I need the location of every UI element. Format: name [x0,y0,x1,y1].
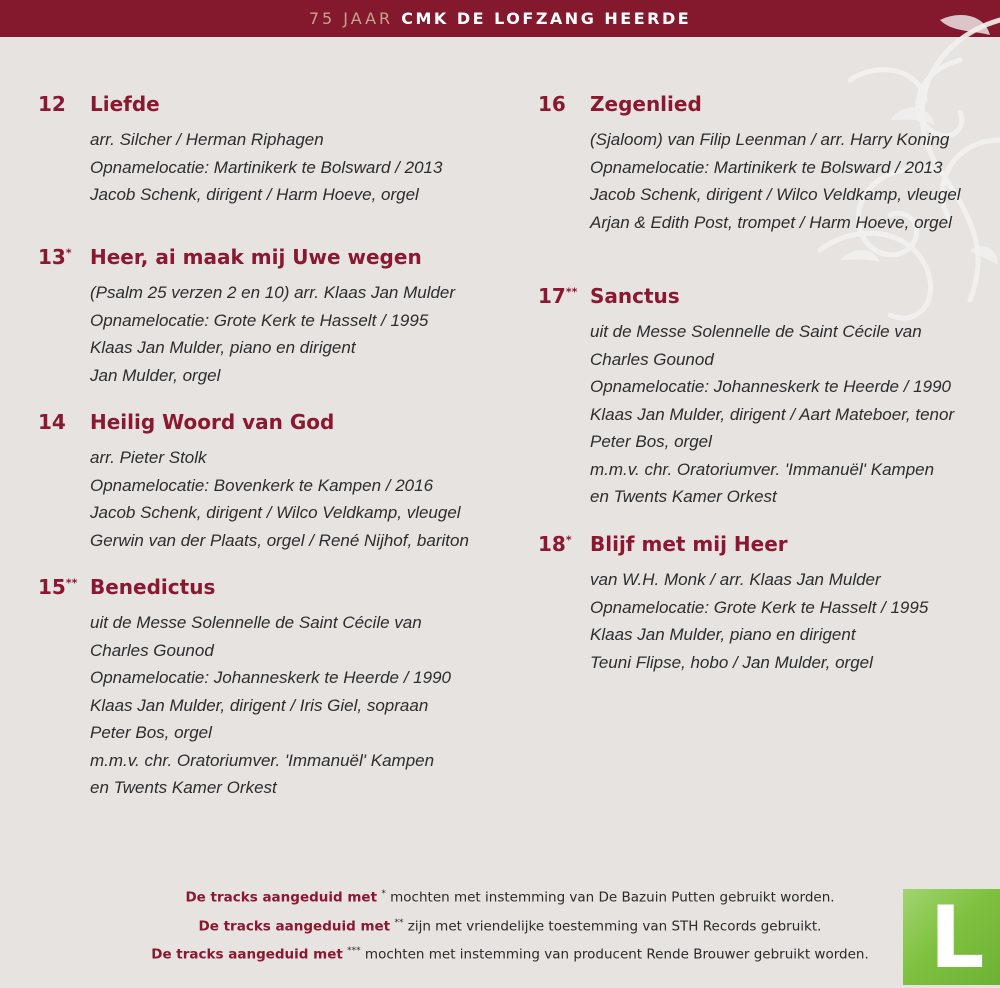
track-detail-line: Jacob Schenk, dirigent / Wilco Veldkamp, vleugel [90,503,461,522]
track-16 [538,92,998,284]
track-title: Blijf met mij Heer [590,532,788,556]
header-years: 75 JAAR [308,9,394,28]
track-detail-line: Arjan & Edith Post, trompet / Harm Hoeve, orgel [590,212,952,232]
track-detail-line: Opnamelocatie: Bovenkerk te Kampen / 2016 [90,475,434,495]
track-column-left [38,92,508,802]
track-detail-line: Jacob Schenk, dirigent / Harm Hoeve, orgel [90,185,419,204]
track-title: Benedictus [90,575,216,599]
track-detail-line: Klaas Jan Mulder, piano en dirigent [90,338,356,357]
track-detail-line: Opnamelocatie: Grote Kerk te Hasselt / 1995 [90,310,429,330]
track-detail-line: Klaas Jan Mulder, dirigent / Aart Mateboer, tenor [590,404,955,424]
track-15 [38,575,508,802]
footer-note: De tracks aangeduid met *** mochten met instemming van producent Rende Brouwer gebruikt worden. [151,946,869,963]
track-number: 17** [538,284,578,308]
track-detail-line: m.m.v. chr. Oratoriumver. 'Immanuël' Kampen [90,750,435,770]
track-detail-line: arr. Silcher / Herman Riphagen [90,130,324,149]
track-detail-line: Opnamelocatie: Grote Kerk te Hasselt / 1995 [590,597,929,617]
track-detail-line: Jan Mulder, orgel [90,365,221,385]
track-detail-line: Teuni Flipse, hobo / Jan Mulder, orgel [590,652,873,672]
track-detail-line: Charles Gounod [90,640,214,660]
track-number: 15** [38,575,78,599]
footer-notes [110,882,910,968]
track-detail-line: en Twents Kamer Orkest [90,778,277,797]
track-title: Sanctus [590,284,680,308]
track-detail-line: Gerwin van der Plaats, orgel / René Nijhof, bariton [90,530,469,550]
track-detail-line: (Psalm 25 verzen 2 en 10) arr. Klaas Jan Mulder [90,283,456,302]
track-14 [38,410,508,575]
track-title: Heilig Woord van God [90,410,335,434]
track-detail-line: Opnamelocatie: Johanneskerk te Heerde / 1990 [90,668,452,687]
track-17 [538,284,998,532]
track-detail-line: Klaas Jan Mulder, dirigent / Iris Giel, sopraan [90,695,429,715]
header-choir-name: CMK DE LOFZANG HEERDE [401,9,692,28]
track-detail-line: Peter Bos, orgel [590,432,712,451]
footer-note: De tracks aangeduid met ** zijn met vriendelijke toestemming van STH Records gebruikt. [198,917,822,934]
footer-note: De tracks aangeduid met * mochten met instemming van De Bazuin Putten gebruikt worden. [185,889,835,906]
track-detail-line: Charles Gounod [590,349,714,369]
logo-letter: L [929,888,985,988]
track-detail-line: Opnamelocatie: Martinikerk te Bolsward / 2013 [590,157,943,177]
track-number: 18* [538,532,572,556]
track-column-right [538,92,998,676]
track-detail-line: (Sjaloom) van Filip Leenman / arr. Harry Koning [590,130,950,149]
track-number: 16 [538,92,566,116]
track-detail-line: uit de Messe Solennelle de Saint Cécile van [590,322,922,341]
track-title: Zegenlied [590,92,702,116]
track-detail-line: Opnamelocatie: Johanneskerk te Heerde / 1990 [590,377,952,396]
track-detail-line: Peter Bos, orgel [90,723,212,742]
track-detail-line: Opnamelocatie: Martinikerk te Bolsward / 2013 [90,157,443,177]
track-title: Heer, ai maak mij Uwe wegen [90,245,422,269]
track-detail-line: Klaas Jan Mulder, piano en dirigent [590,625,856,644]
track-title: Liefde [90,92,160,116]
track-detail-line: Jacob Schenk, dirigent / Wilco Veldkamp, vleugel [590,185,961,204]
track-number: 12 [38,92,66,116]
track-detail-line: en Twents Kamer Orkest [590,487,777,506]
track-number: 14 [38,410,66,434]
track-detail-line: m.m.v. chr. Oratoriumver. 'Immanuël' Kampen [590,459,935,479]
track-13 [38,245,508,410]
track-detail-line: uit de Messe Solennelle de Saint Cécile van [90,613,422,632]
track-12 [38,92,508,245]
track-18 [538,532,998,676]
lastdodo-logo-icon [903,888,1000,988]
track-number: 13* [38,245,72,269]
track-detail-line: arr. Pieter Stolk [90,448,207,467]
track-detail-line: van W.H. Monk / arr. Klaas Jan Mulder [590,570,881,589]
